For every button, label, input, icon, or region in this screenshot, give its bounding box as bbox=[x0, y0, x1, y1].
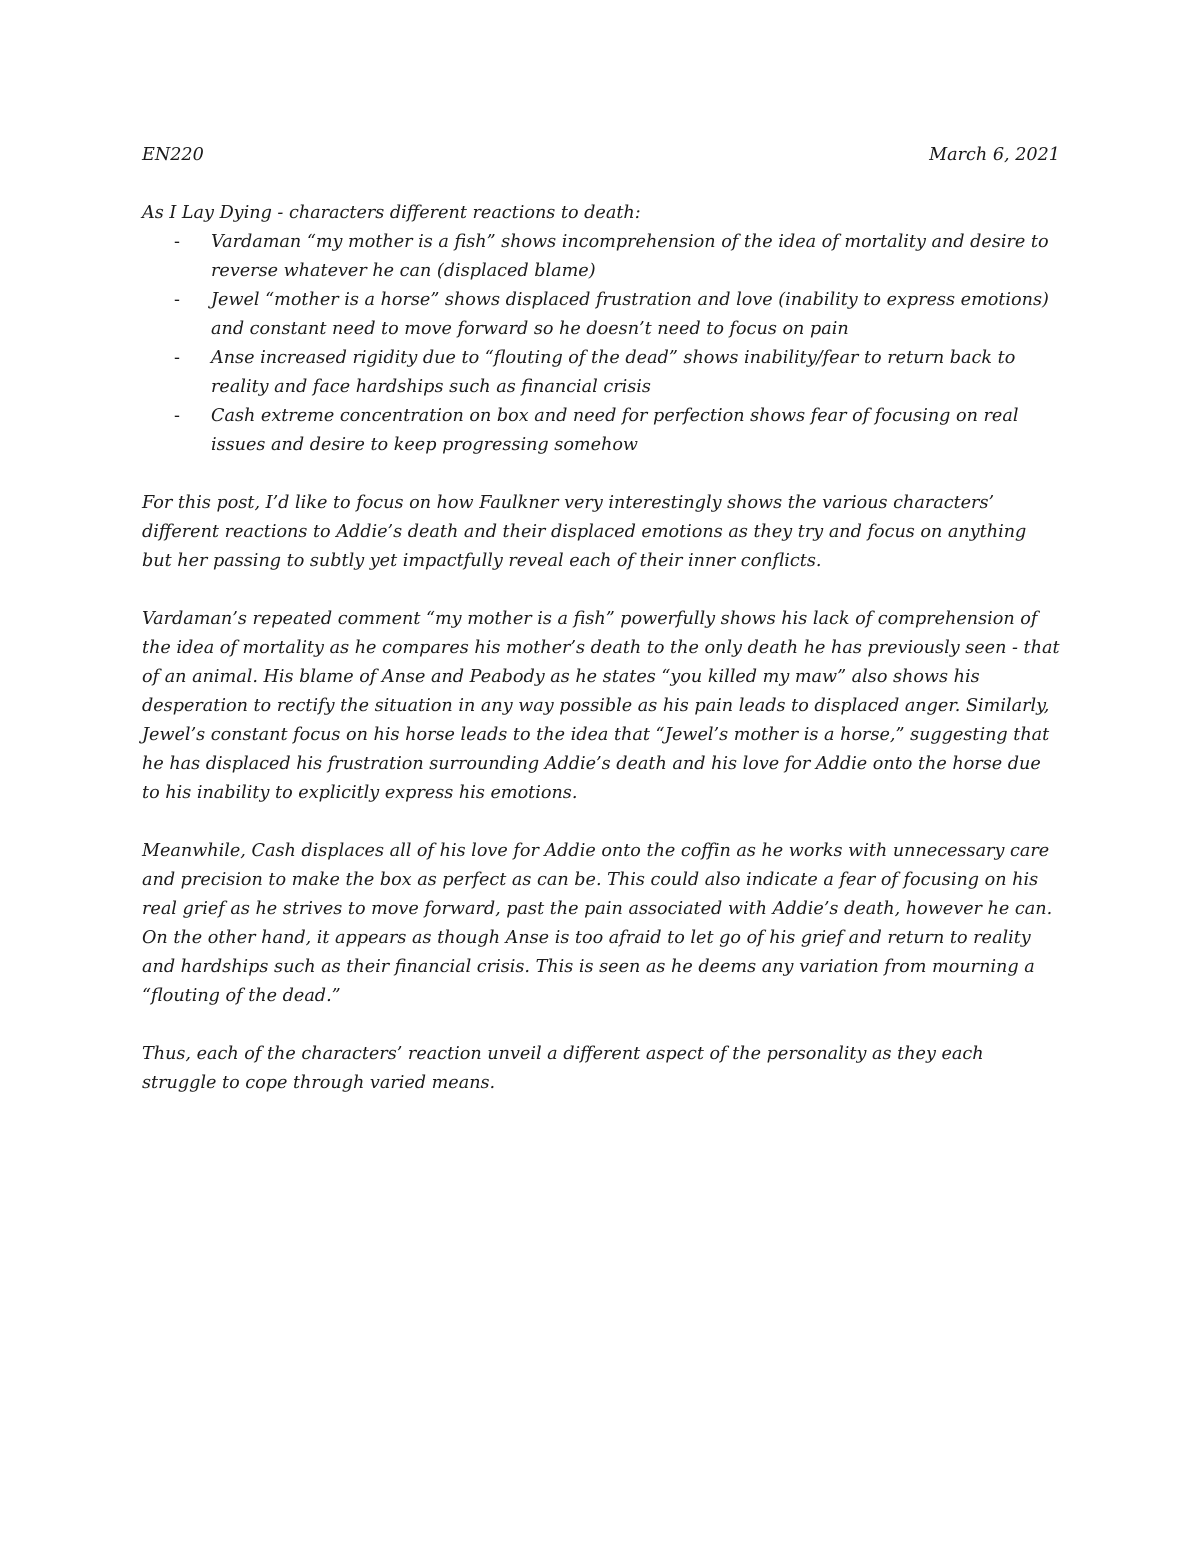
list-item-text: Cash extreme concentration on box and need for perfection shows fear of focusing on real issues and desire to keep progressing somehow bbox=[211, 406, 1019, 455]
intro-paragraph: For this post, I’d like to focus on how Faulkner very interestingly shows the various characters’ different reactions to Addie’s death and their displaced emotions as they try and focus on anything but her passing to subtly yet impactfully reveal each of their inner conflicts. bbox=[142, 493, 1027, 571]
list-item bbox=[142, 344, 1060, 402]
cash-anse-paragraph: Meanwhile, Cash displaces all of his love for Addie onto the coffin as he works with unnecessary care and precision to make the box as perfect as can be. This could also indicate a fear of focusing on his real grief as he strives to move forward, past the pain associated with Addie’s death, however he can. On the other hand, it appears as though Anse is too afraid to let go of his grief and return to reality and hardships such as their financial crisis. This is seen as he deems any variation from mourning a “flouting of the dead.” bbox=[142, 841, 1053, 1006]
bullet-dash: - bbox=[174, 406, 180, 426]
document-date: March 6, 2021 bbox=[929, 145, 1060, 165]
document-body bbox=[142, 141, 1060, 1098]
list-item-text: Jewel “mother is a horse” shows displaced frustration and love (inability to express emotions) and constant need to move forward so he doesn’t need to focus on pain bbox=[211, 290, 1049, 339]
bullet-dash: - bbox=[174, 348, 180, 368]
list-item-text: Anse increased rigidity due to “flouting of the dead” shows inability/fear to return back to reality and face hardships such as financial crisis bbox=[211, 348, 1016, 397]
list-item bbox=[142, 228, 1060, 286]
bullet-dash: - bbox=[174, 232, 180, 252]
list-item bbox=[142, 286, 1060, 344]
course-code: EN220 bbox=[142, 145, 204, 165]
vardaman-jewel-paragraph: Vardaman’s repeated comment “my mother is a fish” powerfully shows his lack of comprehension of the idea of mortality as he compares his mother’s death to the only death he has previously seen - that of an animal. His blame of Anse and Peabody as he states “you killed my maw” also shows his desperation to rectify the situation in any way possible as his pain leads to displaced anger. Similarly, Jewel’s constant focus on his horse leads to the idea that “Jewel’s mother is a horse,” suggesting that he has displaced his frustration surrounding Addie’s death and his love for Addie onto the horse due to his inability to explicitly express his emotions. bbox=[142, 609, 1060, 803]
list-item-text: Vardaman “my mother is a fish” shows incomprehension of the idea of mortality and desire to reverse whatever he can (displaced blame) bbox=[211, 232, 1049, 281]
bullet-dash: - bbox=[174, 290, 180, 310]
notes-title: As I Lay Dying - characters different reactions to death: bbox=[142, 203, 641, 223]
document-header bbox=[142, 141, 1060, 170]
conclusion-paragraph: Thus, each of the characters’ reaction unveil a different aspect of the personality as they each struggle to cope through varied means. bbox=[142, 1044, 984, 1093]
list-item bbox=[142, 402, 1060, 460]
notes-list bbox=[142, 228, 1060, 460]
